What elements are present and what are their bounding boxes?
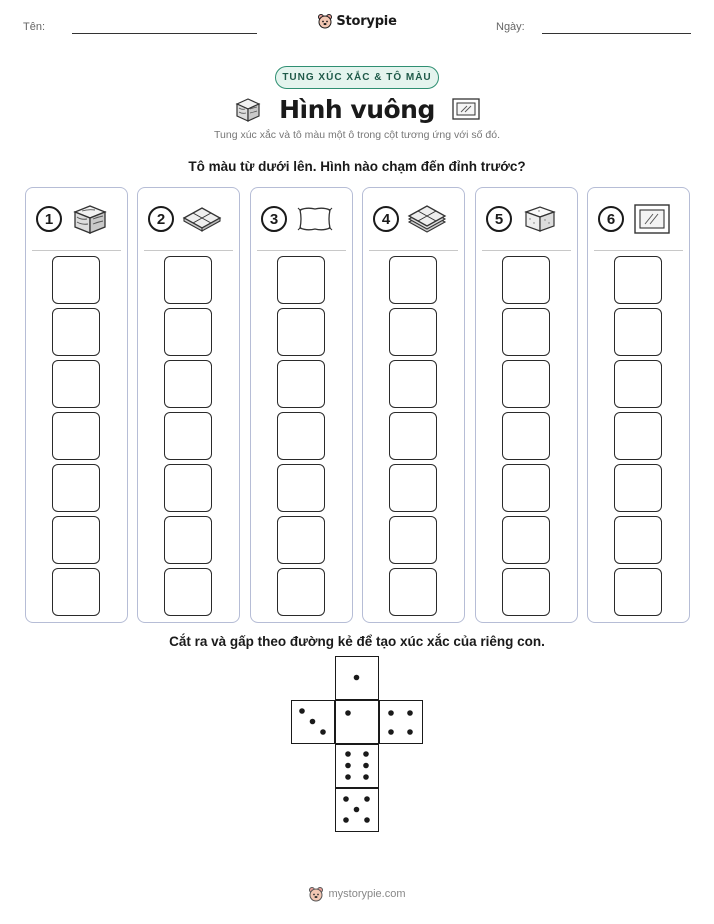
picture-frame-icon [632, 202, 672, 236]
column-header [476, 188, 577, 250]
column-divider [257, 250, 346, 251]
color-cell[interactable] [164, 464, 212, 512]
wooden-block-icon [233, 95, 263, 123]
coaster-icon [182, 202, 222, 236]
brand-logo [0, 13, 714, 29]
color-cell[interactable] [164, 412, 212, 460]
dice-face-5 [335, 788, 379, 832]
column-6 [587, 187, 690, 623]
color-cell[interactable] [164, 360, 212, 408]
color-cell[interactable] [52, 412, 100, 460]
dice-face-4 [379, 700, 423, 744]
picture-frame-icon [451, 97, 481, 121]
column-divider [369, 250, 458, 251]
column-divider [594, 250, 683, 251]
bear-mascot-icon [308, 886, 324, 902]
activity-tag: TUNG XÚC XẮC & TÔ MÀU [275, 66, 439, 89]
dice-face-3 [291, 700, 335, 744]
column-divider [482, 250, 571, 251]
color-cell[interactable] [614, 256, 662, 304]
name-label: Tên: [23, 21, 46, 33]
date-label: Ngày: [496, 21, 525, 33]
color-cell[interactable] [52, 516, 100, 564]
title-row [0, 92, 714, 126]
color-cell[interactable] [389, 464, 437, 512]
column-1 [25, 187, 128, 623]
number-badge: 1 [36, 206, 62, 232]
color-cell[interactable] [502, 412, 550, 460]
color-cell[interactable] [389, 516, 437, 564]
stacked-coasters-icon [407, 202, 447, 236]
color-cell[interactable] [614, 568, 662, 616]
color-cell[interactable] [502, 568, 550, 616]
color-cell[interactable] [389, 360, 437, 408]
column-divider [32, 250, 121, 251]
column-2 [137, 187, 240, 623]
color-cell[interactable] [614, 412, 662, 460]
brand-name: Storypie [336, 13, 397, 29]
number-badge: 5 [486, 206, 512, 232]
instruction: Tô màu từ dưới lên. Hình nào chạm đến đỉnh trước? [188, 159, 526, 174]
page-title: Hình vuông [279, 94, 435, 124]
color-cell[interactable] [52, 568, 100, 616]
number-badge: 3 [261, 206, 287, 232]
color-cell[interactable] [277, 256, 325, 304]
color-cell[interactable] [502, 256, 550, 304]
column-3 [250, 187, 353, 623]
pillow-icon [295, 202, 335, 236]
color-cell[interactable] [164, 568, 212, 616]
color-cell[interactable] [277, 308, 325, 356]
cut-instruction: Cắt ra và gấp theo đường kẻ để tạo xúc xắc của riêng con. [169, 634, 545, 649]
color-cell[interactable] [389, 568, 437, 616]
color-cell[interactable] [277, 464, 325, 512]
color-cell[interactable] [277, 568, 325, 616]
color-cell[interactable] [614, 516, 662, 564]
color-cell[interactable] [502, 464, 550, 512]
color-cell[interactable] [164, 256, 212, 304]
column-header [363, 188, 464, 250]
bear-mascot-icon [317, 13, 333, 29]
number-badge: 2 [148, 206, 174, 232]
name-line[interactable] [72, 33, 257, 34]
column-4 [362, 187, 465, 623]
footer-site[interactable]: mystorypie.com [328, 888, 406, 900]
subtitle: Tung xúc xắc và tô màu một ô trong cột tương ứng với số đó. [214, 129, 500, 141]
color-cell[interactable] [52, 464, 100, 512]
color-cell[interactable] [277, 412, 325, 460]
dice-face-6 [335, 744, 379, 788]
color-cell[interactable] [389, 412, 437, 460]
column-header [26, 188, 127, 250]
color-cell[interactable] [614, 360, 662, 408]
color-cell[interactable] [389, 256, 437, 304]
color-cell[interactable] [52, 308, 100, 356]
number-badge: 6 [598, 206, 624, 232]
footer [0, 886, 714, 902]
color-cell[interactable] [502, 308, 550, 356]
color-cell[interactable] [164, 516, 212, 564]
color-cell[interactable] [502, 516, 550, 564]
date-line[interactable] [542, 33, 691, 34]
color-cell[interactable] [502, 360, 550, 408]
column-divider [144, 250, 233, 251]
number-badge: 4 [373, 206, 399, 232]
column-5 [475, 187, 578, 623]
color-cell[interactable] [614, 308, 662, 356]
wooden-block-icon [70, 202, 110, 236]
color-cell[interactable] [52, 256, 100, 304]
color-cell[interactable] [164, 308, 212, 356]
column-header [251, 188, 352, 250]
color-cell[interactable] [277, 360, 325, 408]
dice-face-1 [335, 656, 379, 700]
color-cell[interactable] [52, 360, 100, 408]
color-cell[interactable] [614, 464, 662, 512]
dice-face-1 [335, 700, 379, 744]
color-cell[interactable] [389, 308, 437, 356]
column-header [138, 188, 239, 250]
color-cell[interactable] [277, 516, 325, 564]
sugar-cube-icon [520, 202, 560, 236]
column-header [588, 188, 689, 250]
